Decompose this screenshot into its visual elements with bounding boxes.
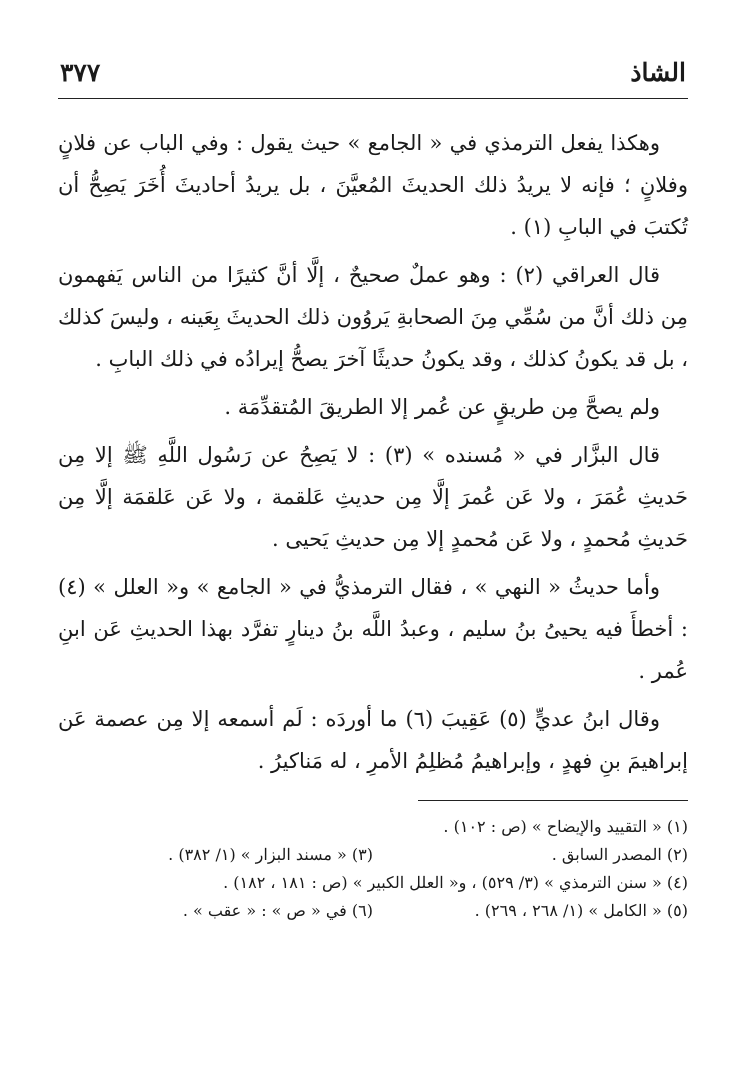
paragraph: قال العراقي (٢) : وهو عملٌ صحيحٌ ، إلَّا أنَّ كثيرًا من الناس يَفهمون مِن ذلك أنَّ من سُمِّي مِنَ الصحابةِ يَروُون ذلك الحديثَ بِعَينه ، وليسَ كذلك ، بل قد يكونُ كذلك ، وقد يكونُ حديثًا آخرَ يصحُّ إيرادُه في ذلك البابِ .: [58, 263, 688, 371]
footnote-6: (٦) في « ص » : « عقب » .: [182, 901, 373, 920]
paragraph: وقال ابنُ عديٍّ (٥) عَقِيبَ (٦) ما أوردَه : لَم أسمعه إلا مِن عصمة عَن إبراهيمَ بنِ فهدٍ ، وإبراهيمُ مُظلِمُ الأمرِ ، له مَناكيرُ .: [58, 707, 688, 773]
book-page: [58, 52, 688, 925]
footnote-4: (٤) « سنن الترمذي » (٣/ ٥٢٩) ، و« العلل الكبير » (ص : ١٨١ ، ١٨٢) .: [223, 873, 688, 892]
chapter-title: الشاذ: [630, 58, 686, 87]
footnote-1: (١) « التقييد والإيضاح » (ص : ١٠٢) .: [443, 817, 688, 836]
footnote-row: [58, 897, 688, 925]
paragraph: وأما حديثُ « النهي » ، فقال الترمذيُّ في « الجامع » و« العلل » (٤) : أخطأَ فيه يحيىُ بنُ سليم ، وعبدُ اللَّه بنُ دينارٍ تفرَّد بهذا الحديثِ عَن ابنِ عُمر .: [58, 575, 688, 683]
footnote-2: (٢) المصدر السابق .: [551, 845, 688, 864]
page-number: ٣٧٧: [60, 58, 101, 87]
footnote-5: (٥) « الكامل » (١/ ٢٦٨ ، ٢٦٩) .: [474, 901, 688, 920]
page-header: [58, 52, 688, 102]
header-divider: [58, 98, 688, 99]
paragraph: ولم يصحَّ مِن طريقٍ عن عُمر إلا الطريقَ المُتقدِّمَة .: [224, 395, 660, 419]
paragraph: وهكذا يفعل الترمذي في « الجامع » حيث يقول : وفي الباب عن فلانٍ وفلانٍ ؛ فإنه لا يريدُ ذلك الحديثَ المُعيَّنَ ، بل يريدُ أحاديثَ أُخَرَ يَصِحُّ أن تُكتبَ في البابِ (١) .: [58, 131, 688, 239]
footnote-row: [58, 813, 688, 841]
footnotes: [58, 813, 688, 925]
footnote-row: [58, 869, 688, 897]
footnote-row: [58, 841, 688, 869]
paragraph: قال البزَّار في « مُسنده » (٣) : لا يَصِحُ عن رَسُول اللَّهِ ﷺ إلا مِن حَديثِ عُمَرَ ، ولا عَن عُمرَ إلَّا مِن حديثِ عَلقمة ، ولا عَن عَلقمَة إلَّا مِن حَديثِ مُحمدٍ ، ولا عَن مُحمدٍ إلا مِن حديثِ يَحيى .: [58, 443, 688, 551]
main-text: [58, 122, 688, 782]
footnote-divider: [418, 800, 688, 801]
footnote-3: (٣) « مسند البزار » (١/ ٣٨٢) .: [168, 845, 373, 864]
